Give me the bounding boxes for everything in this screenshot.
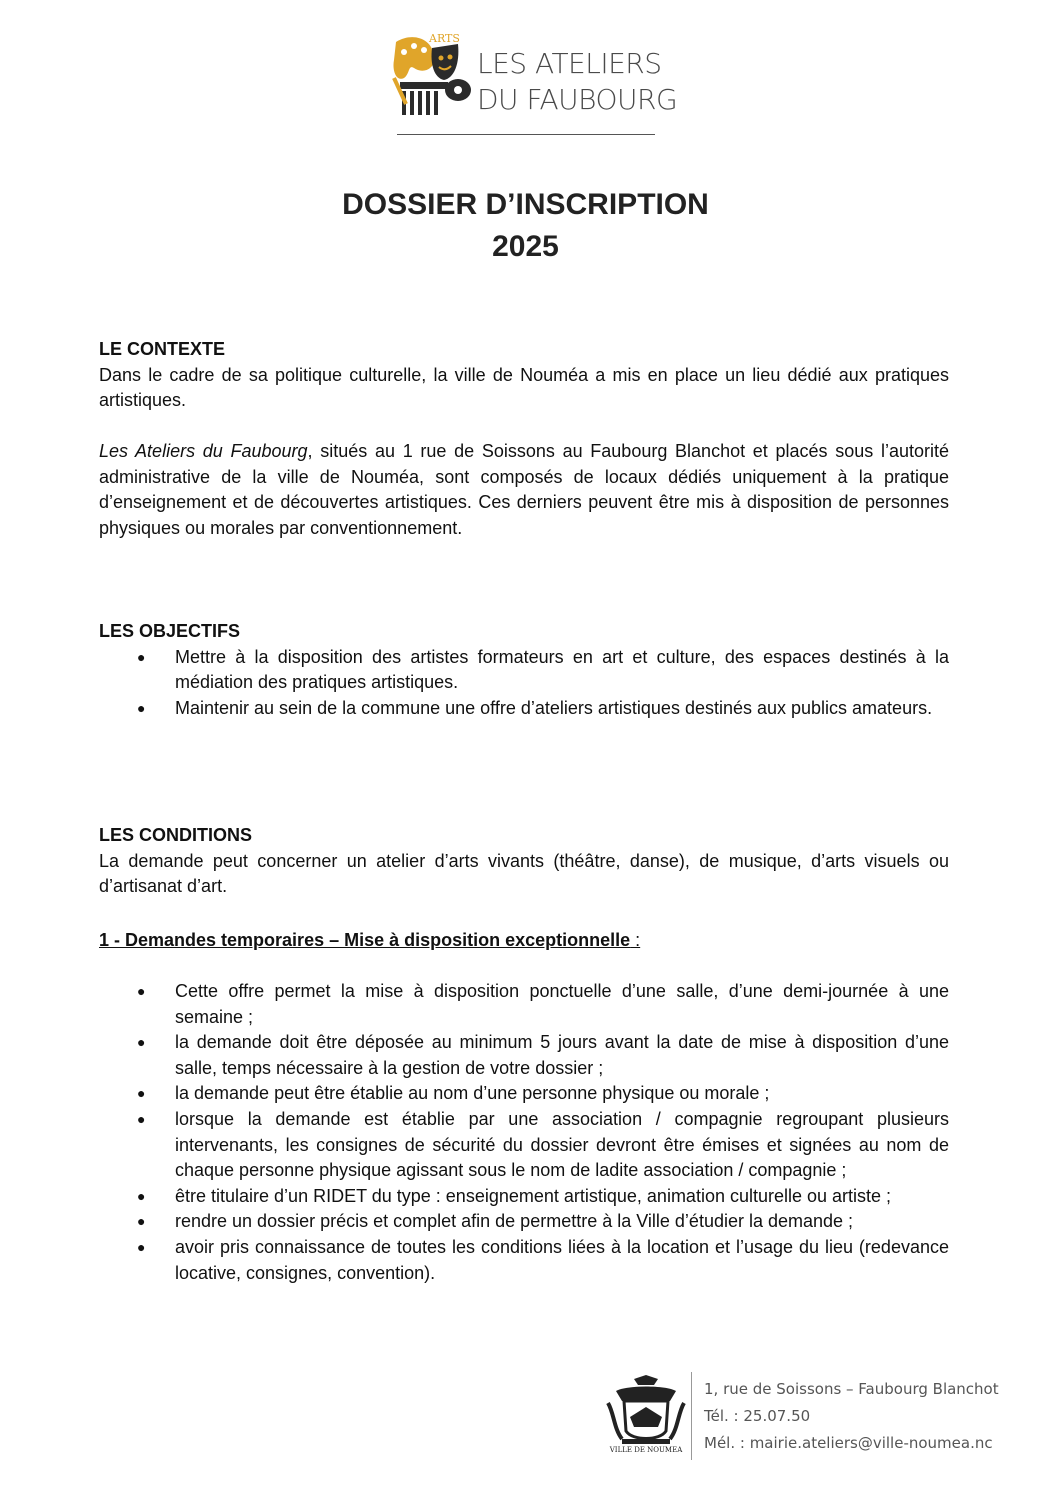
section-heading: LES CONDITIONS <box>99 825 253 845</box>
list-item: ● Cette offre permet la mise à disposition ponctuelle d’une salle, d’une demi-journée à une semaine ; <box>137 981 949 1027</box>
subsection-title: 1 - Demandes temporaires – Mise à disposition exceptionnelle <box>99 930 631 950</box>
list-item: ● lorsque la demande est établie par une association / compagnie regroupant plusieurs intervenants, les consignes de sécurité du dossier devront être émises et signées au nom de chaque personne physique agissant sous le nom de ladite association / compagnie ; <box>137 1108 949 1181</box>
footer-divider <box>691 1372 692 1460</box>
bullet-icon: ● <box>137 1213 146 1230</box>
logo-emblem-icon <box>392 34 474 118</box>
bullet-icon: ● <box>137 1034 146 1051</box>
logo-line-1: LES ATELIERS <box>477 47 662 80</box>
bullet-icon: ● <box>137 1085 146 1102</box>
paragraph <box>99 439 949 541</box>
footer-contact <box>704 1376 1034 1457</box>
list-item: ● avoir pris connaissance de toutes les conditions liées à la location et l’usage du lieu (redevance locative, consignes, convention). <box>137 1236 949 1283</box>
logo <box>392 32 678 138</box>
bullet-icon: ● <box>137 699 146 716</box>
conditions-list-block <box>99 979 949 1286</box>
footer-phone: Tél. : 25.07.50 <box>704 1407 811 1425</box>
paragraph-text: , situés au 1 rue de Soissons au Faubourg Blanchot et placés sous l’autorité administrative de la ville de Nouméa, sont composés de locaux dédiés uniquement à la pratique d’enseignement et de découvertes artistiques. Ces derniers peuvent être mis à disposition de personnes physiques ou morales par conventionnement. <box>99 441 949 538</box>
paragraph-italic-name: Les Ateliers du Faubourg <box>99 441 308 461</box>
paragraph: Dans le cadre de sa politique culturelle, la ville de Nouméa a mis en place un lieu dédié aux pratiques artistiques. <box>99 364 949 411</box>
section-heading: LE CONTEXTE <box>99 339 226 359</box>
list-item: ● la demande peut être établie au nom d’une personne physique ou morale ; <box>99 1081 949 1107</box>
section-heading: LES OBJECTIFS <box>99 621 241 641</box>
logo-badge: ARTS <box>429 32 460 45</box>
section-objectifs <box>99 619 949 721</box>
footer-address: 1, rue de Soissons – Faubourg Blanchot <box>704 1380 999 1398</box>
bullet-icon: ● <box>137 1238 146 1255</box>
list-item: ● rendre un dossier précis et complet afin de permettre à la Ville d’étudier la demande ; <box>99 1209 949 1235</box>
crest-caption: VILLE DE NOUMEA <box>609 1446 683 1454</box>
title-line-1: DOSSIER D’INSCRIPTION <box>342 188 709 221</box>
paragraph: La demande peut concerner un atelier d’arts vivants (théâtre, danse), de musique, d’arts visuels ou d’artisanat d’art. <box>99 850 949 897</box>
bullet-icon: ● <box>137 1110 146 1127</box>
document-title <box>0 184 1051 268</box>
list-item: ● Mettre à la disposition des artistes formateurs en art et culture, des espaces destinés à la médiation des pratiques artistiques. <box>137 646 949 693</box>
subsection-colon: : <box>630 930 641 950</box>
section-conditions <box>99 823 949 900</box>
title-year: 2025 <box>492 230 559 263</box>
list-item: ● être titulaire d’un RIDET du type : enseignement artistique, animation culturelle ou artiste ; <box>99 1184 949 1210</box>
logo-underline <box>397 134 655 135</box>
objectives-list <box>99 645 949 722</box>
list-item: ● Maintenir au sein de la commune une offre d’ateliers artistiques destinés aux publics amateurs. <box>99 696 949 722</box>
bullet-icon: ● <box>137 648 146 665</box>
logo-wordmark <box>477 46 677 118</box>
bullet-icon: ● <box>137 1187 146 1204</box>
section-contexte <box>99 337 949 414</box>
logo-line-2: DU FAUBOURG <box>477 83 678 116</box>
subsection-heading <box>99 928 949 954</box>
bullet-icon: ● <box>137 983 146 999</box>
footer-email: Mél. : mairie.ateliers@ville-noumea.nc <box>704 1434 993 1452</box>
conditions-list <box>99 979 949 1286</box>
list-item: ● la demande doit être déposée au minimum 5 jours avant la date de mise à disposition d’une salle, temps nécessaire à la gestion de votre dossier ; <box>137 1032 949 1078</box>
